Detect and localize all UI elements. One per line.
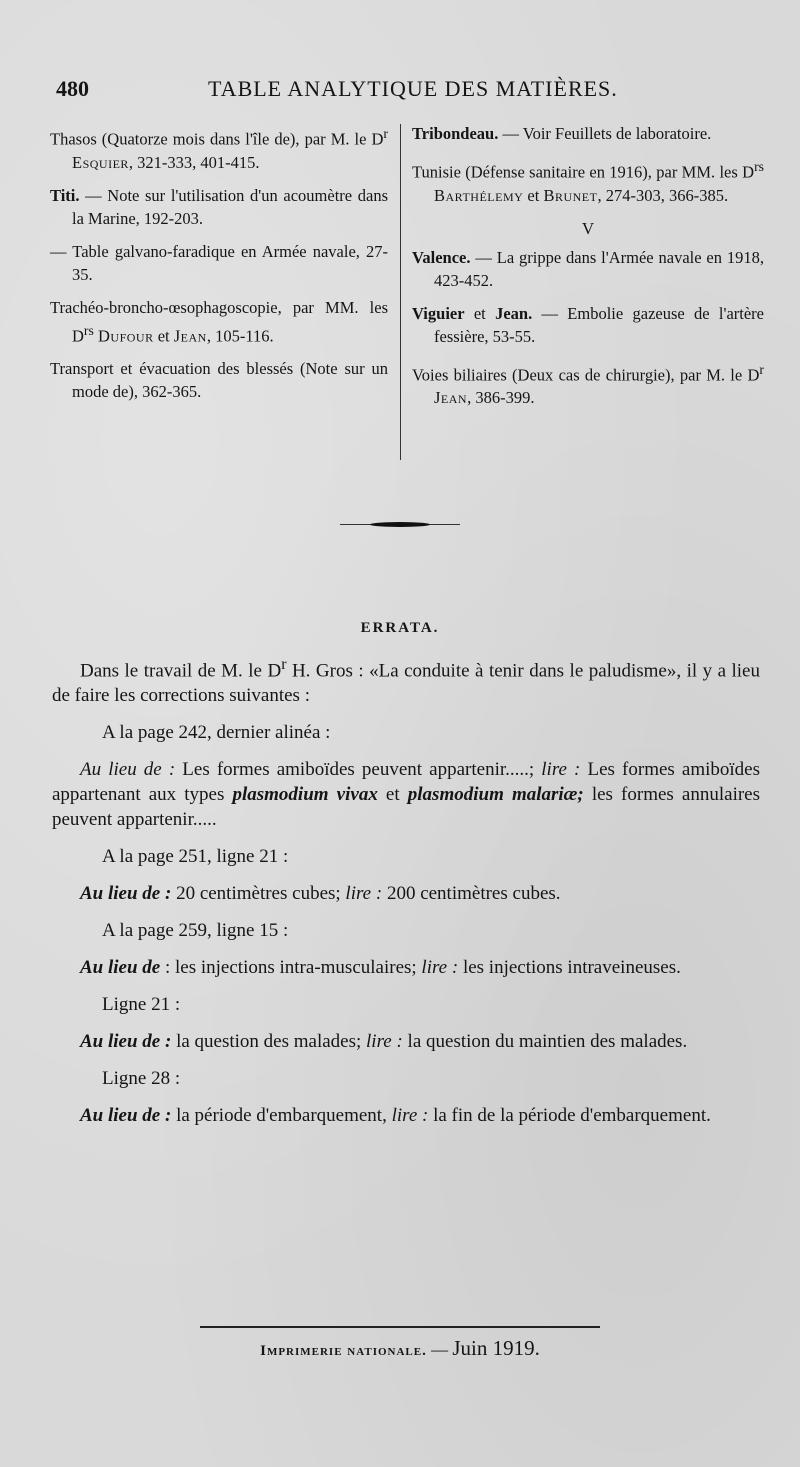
entry-author: Dufour: [97, 326, 154, 345]
au-lieu-label: Au lieu de :: [80, 1105, 172, 1127]
lire-label: lire :: [366, 1031, 403, 1053]
imprint-footer: [0, 1336, 800, 1361]
entry-text: — Voir Feuillets de laboratoire.: [498, 124, 712, 143]
page-number: 480: [56, 76, 89, 101]
index-entry-valence: [412, 246, 764, 292]
index-letter-heading: V: [581, 218, 595, 238]
entry-sup: rs: [83, 322, 94, 338]
entry-keyword: Tribondeau.: [412, 124, 499, 143]
au-lieu-label: Au lieu de: [80, 957, 161, 979]
index-entry-tribondeau: [412, 122, 764, 145]
old-text: la période d'embarquement,: [171, 1105, 392, 1127]
lire-label: lire :: [541, 759, 581, 781]
index-entry-thasos: [50, 122, 388, 174]
new-text: les injections intraveineuses.: [458, 957, 681, 979]
errata-correction: [52, 881, 760, 906]
intro-text: H. Gros : «La conduite à tenir dans le paludisme», il y a lieu de faire les corrections suivantes :: [52, 660, 760, 707]
new-text: Les formes amiboïdes appartenant aux types: [52, 759, 761, 806]
entry-author: Jean: [434, 388, 468, 407]
new-text: la fin de la période d'embarquement.: [428, 1105, 711, 1127]
index-right-column: [412, 122, 764, 419]
entry-text: — La grippe dans l'Armée navale en 1918, 423-452.: [434, 247, 764, 290]
errata-correction: [52, 1029, 760, 1054]
imprint-date: Juin 1919.: [452, 1336, 540, 1360]
entry-pages: , 274-303, 366-385.: [597, 185, 729, 205]
entry-text: Tunisie (Défense sanitaire en 1916), par MM. les D: [412, 162, 755, 182]
au-lieu-label: Au lieu de :: [80, 883, 172, 905]
entry-author: Jean: [173, 326, 207, 345]
entry-pages: , 321-333, 401-415.: [128, 152, 260, 172]
errata-body: [52, 652, 760, 1140]
errata-item-heading: Ligne 28 :: [102, 1068, 181, 1090]
imprint-dash: —: [426, 1340, 453, 1359]
entry-text: — Embolie gazeuse de l'artère fessière, 53-55.: [434, 303, 764, 346]
new-text: les formes annulaires peuvent appartenir.....: [52, 784, 761, 831]
entry-conjunction: et: [523, 185, 544, 205]
index-entry-table-galvano: [50, 240, 388, 286]
entry-text: Voies biliaires (Deux cas de chirurgie), par M. le D: [412, 365, 760, 384]
entry-text: — Note sur l'utilisation d'un acoumètre dans la Marine, 192-203.: [72, 185, 388, 228]
new-text: et: [377, 784, 408, 806]
lire-label: lire :: [391, 1105, 429, 1127]
entry-text: Transport et évacuation des blessés (Note sur un mode de), 362-365.: [50, 359, 388, 401]
entry-pages: , 386-399.: [467, 388, 535, 407]
entry-keyword: Valence.: [412, 247, 471, 267]
species-name: plasmodium malariæ;: [407, 784, 584, 806]
entry-text: Trachéo-broncho-œsophagoscopie, par MM. les D: [50, 297, 388, 345]
entry-author: Esquier: [72, 152, 129, 172]
entry-keyword: Titi.: [50, 185, 80, 205]
index-left-column: [50, 122, 388, 413]
errata-item-heading: A la page 242, dernier alinéa :: [102, 722, 331, 744]
errata-correction: [52, 955, 760, 980]
species-name: plasmodium vivax: [232, 784, 378, 806]
page-header: [56, 76, 760, 112]
errata-item-heading: A la page 251, ligne 21 :: [102, 846, 289, 868]
imprint-name: Imprimerie nationale.: [260, 1343, 427, 1359]
footer-rule: [200, 1326, 600, 1328]
index-entry-tracheo: [50, 296, 388, 348]
old-text: 20 centimètres cubes;: [171, 883, 346, 905]
ornament-swell: [370, 522, 430, 527]
entry-keyword: Viguier: [412, 303, 465, 323]
entry-pages: , 105-116.: [206, 326, 274, 345]
entry-text: Thasos (Quatorze mois dans l'île de), par M. le D: [50, 129, 384, 149]
entry-sup: rs: [754, 159, 764, 174]
entry-conjunction: et: [153, 326, 174, 345]
errata-item-heading: Ligne 21 :: [102, 994, 181, 1016]
old-text: la question des malades;: [171, 1031, 367, 1053]
new-text: la question du maintien des malades.: [402, 1031, 688, 1053]
errata-intro: [52, 652, 760, 708]
new-text: 200 centimètres cubes.: [382, 883, 561, 905]
intro-sup: r: [281, 656, 287, 673]
errata-correction: [52, 1103, 760, 1128]
index-entry-titi: [50, 184, 388, 230]
errata-item-heading: A la page 259, ligne 15 :: [102, 920, 289, 942]
intro-text: Dans le travail de M. le D: [80, 660, 282, 682]
lire-label: lire :: [345, 883, 383, 905]
entry-text: — Table galvano-faradique en Armée navale, 27-35.: [50, 241, 388, 284]
column-divider: [400, 124, 401, 460]
entry-keyword: Jean.: [495, 303, 533, 323]
index-entry-transport: [50, 357, 388, 403]
entry-author: Barthélemy: [434, 185, 524, 205]
index-entry-tunisie: [412, 155, 764, 207]
lire-label: lire :: [421, 957, 459, 979]
old-text: : les injections intra-musculaires;: [160, 957, 422, 979]
entry-sup: r: [383, 126, 388, 141]
au-lieu-label: Au lieu de :: [80, 759, 176, 781]
section-ornament: [340, 522, 460, 528]
index-entry-viguier: [412, 302, 764, 348]
entry-sup: r: [759, 361, 764, 377]
entry-conjunction: et: [464, 303, 496, 323]
errata-title: ERRATA.: [360, 620, 440, 636]
entry-author: Brunet: [543, 185, 598, 205]
errata-correction: [52, 757, 760, 832]
au-lieu-label: Au lieu de :: [80, 1031, 172, 1053]
old-text: Les formes amiboïdes peuvent appartenir.....;: [175, 759, 542, 781]
index-entry-voies-biliaires: [412, 358, 764, 410]
index-columns: [50, 122, 762, 462]
running-title: TABLE ANALYTIQUE DES MATIÈRES.: [208, 76, 618, 101]
